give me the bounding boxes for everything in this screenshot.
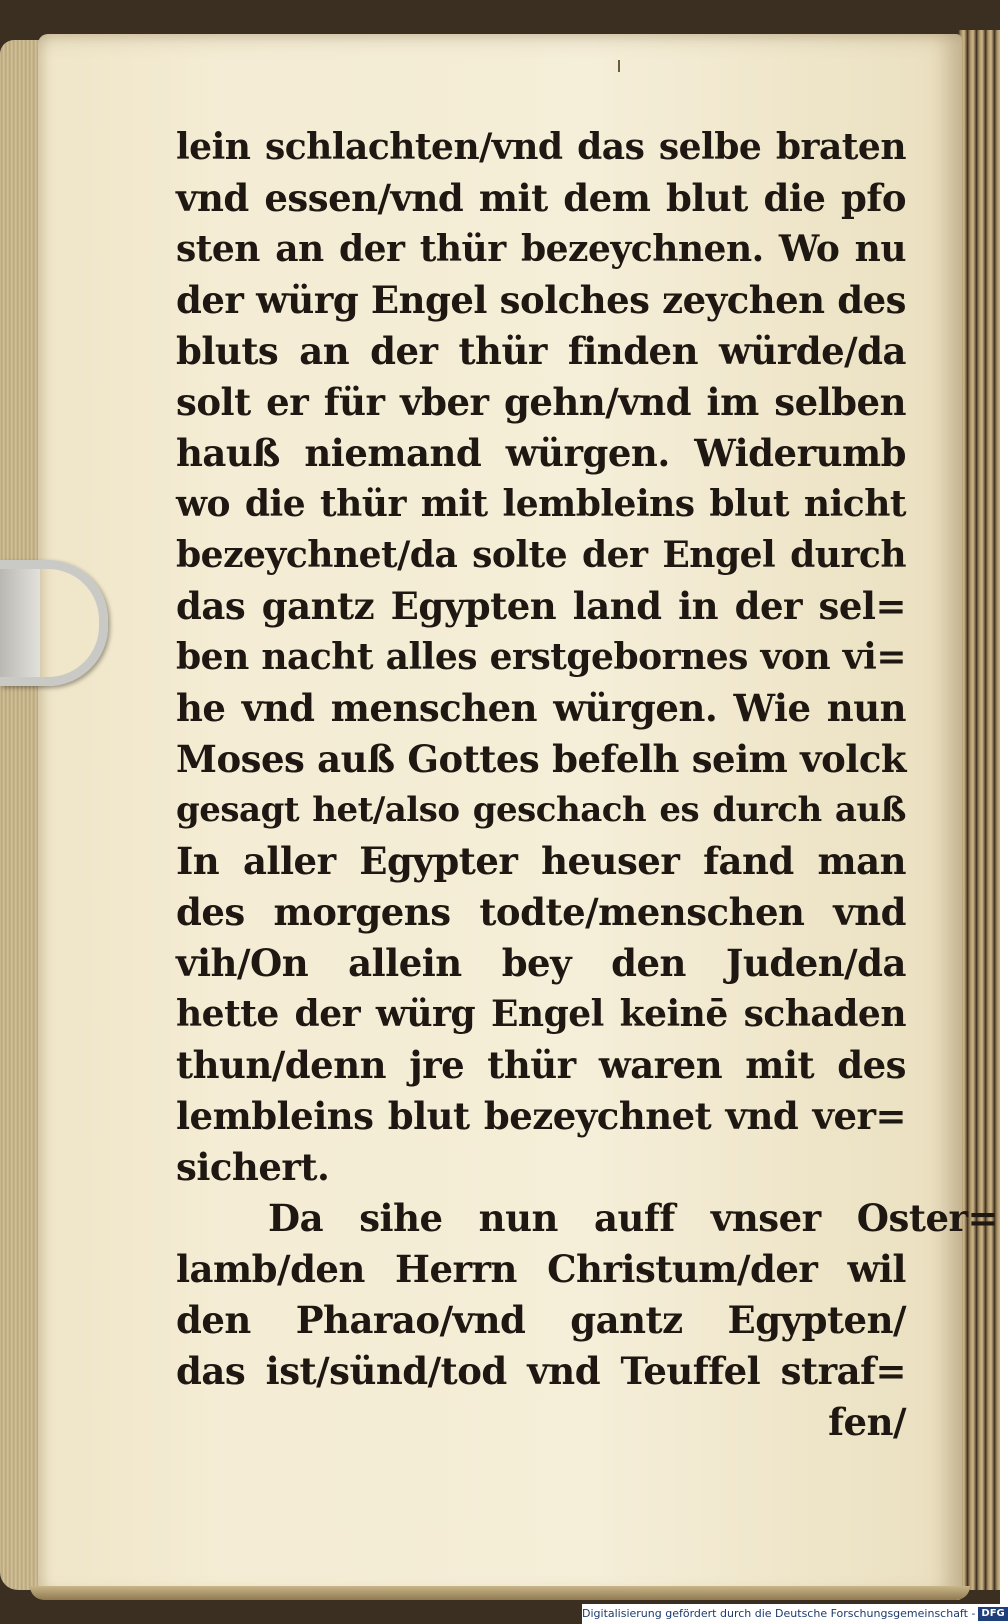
text-line: lein schlachten/vnd das selbe braten xyxy=(176,126,906,168)
text-line: solt er für vber gehn/vnd im selben xyxy=(176,380,906,424)
text-line: vih/On allein bey den Juden/da xyxy=(176,941,906,985)
page-bottom-edge xyxy=(30,1586,970,1600)
text-line: sten an der thür bezeychnen. Wo nu xyxy=(176,228,906,270)
text-line: wo die thür mit lembleins blut nicht xyxy=(176,483,906,525)
text-line: lamb/den Herrn Christum/der wil xyxy=(176,1247,906,1291)
text-line: ben nacht alles erstgebornes von vi= xyxy=(176,636,906,678)
page-edges-right xyxy=(958,30,1000,1590)
text-line: hauß niemand würgen. Widerumb xyxy=(176,431,906,475)
text-line: bezeychnet/da solte der Engel durch xyxy=(176,534,906,576)
text-line: gesagt het/also geschach es durch auß xyxy=(176,790,906,830)
text-line: he vnd menschen würgen. Wie nun xyxy=(176,686,906,730)
text-line: In aller Egypter heuser fand man xyxy=(176,839,906,883)
credit-text: Digitalisierung gefördert durch die Deutsche Forschungsgemeinschaft - xyxy=(582,1607,976,1620)
catchword: fen/ xyxy=(828,1400,906,1444)
text-line: hette der würg Engel keinē schaden xyxy=(176,993,906,1035)
text-line: des morgens todte/menschen vnd xyxy=(176,890,906,934)
text-line: sichert. xyxy=(176,1145,330,1189)
dfg-logo: DFG xyxy=(978,1607,1007,1621)
text-line: bluts an der thür finden würde/da xyxy=(176,329,906,373)
text-line: den Pharao/vnd gantz Egypten/ xyxy=(176,1298,906,1342)
text-line: Moses auß Gottes befelh seim volck xyxy=(176,737,906,781)
text-line: Da sihe nun auff vnser Oster= xyxy=(268,1196,998,1240)
text-line: vnd essen/vnd mit dem blut die pfo xyxy=(176,176,906,220)
digitization-credit xyxy=(582,1604,1005,1624)
text-line: thun/denn jre thür waren mit des xyxy=(176,1043,906,1087)
text-line: das gantz Egypten land in der sel= xyxy=(176,584,906,628)
text-block xyxy=(176,122,998,1448)
text-line: lembleins blut bezeychnet vnd ver= xyxy=(176,1094,906,1138)
text-line: der würg Engel solches zeychen des xyxy=(176,278,906,322)
text-line: das ist/sünd/tod vnd Teuffel straf= xyxy=(176,1349,906,1393)
page-mark xyxy=(618,60,620,72)
